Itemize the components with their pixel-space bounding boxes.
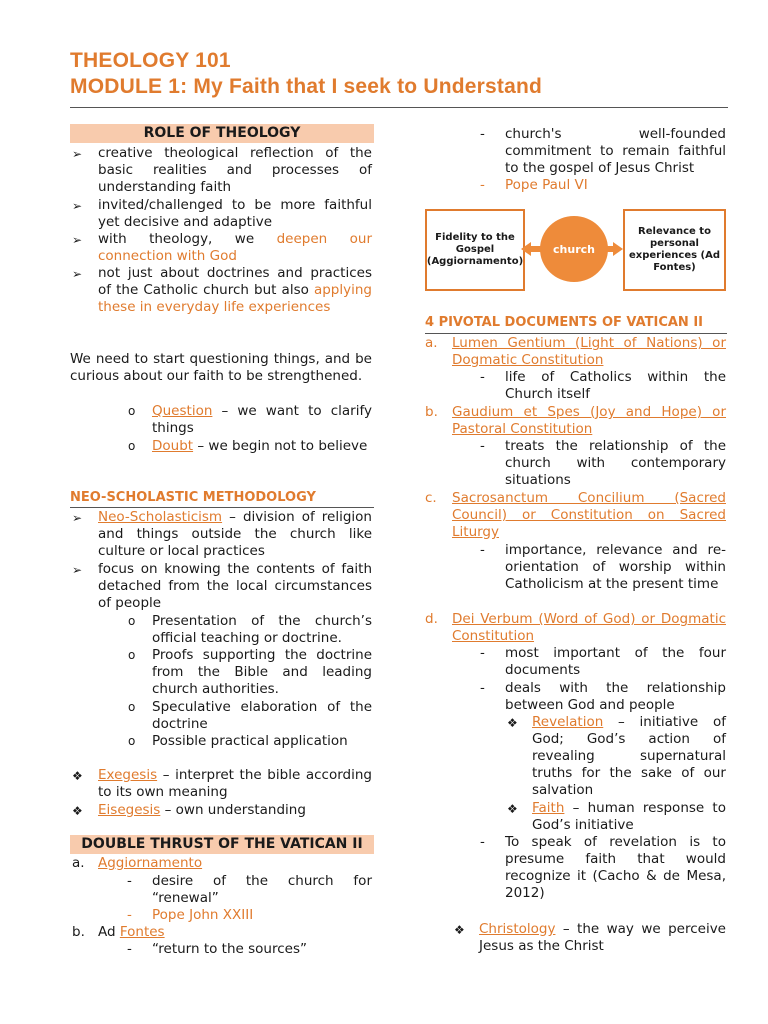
- arrow-bullet-icon: ➢: [72, 267, 83, 281]
- question-item: Question – we want to clarify things: [152, 403, 372, 436]
- role-bullet-4: not just about doctrines and practices of the Catholic church but also applying these in everyday life experiences: [98, 265, 372, 315]
- diagram-right-box: Relevance to personal experiences (Ad Fontes): [623, 209, 726, 291]
- list-label: a.: [72, 855, 85, 871]
- ad-fontes-commitment: church's well-founded commitment to remain faithful to the gospel of Jesus Christ: [505, 126, 726, 176]
- arrow-bullet-icon: ➢: [72, 563, 83, 577]
- dash-bullet: -: [127, 907, 132, 923]
- dash-bullet: -: [480, 680, 485, 696]
- dash-bullet: -: [480, 645, 485, 661]
- gaudium-et-spes-title: Gaudium et Spes (Joy and Hope) or Pastoral Constitution: [452, 404, 726, 437]
- docs-heading: 4 PIVOTAL DOCUMENTS OF VATICAN II: [425, 315, 704, 330]
- doubt-item: Doubt – we begin not to believe: [152, 438, 368, 454]
- neo-heading-rule: [70, 507, 374, 508]
- dash-bullet: -: [480, 177, 485, 193]
- neo-bullet-2: focus on knowing the contents of faith detached from the local circumstances of people: [98, 561, 372, 611]
- role-bullet-3: with theology, we deepen our connection with God: [98, 231, 372, 264]
- faith-item: Faith – human response to God’s initiative: [532, 800, 726, 833]
- christology-item: Christology – the way we perceive Jesus as the Christ: [479, 921, 726, 954]
- title-line-2: MODULE 1: My Faith that I seek to Understand: [70, 75, 543, 98]
- arrow-bullet-icon: ➢: [72, 511, 83, 525]
- neo-step-4: Possible practical application: [152, 733, 348, 749]
- dash-bullet: -: [480, 126, 485, 142]
- circle-bullet-icon: o: [128, 648, 136, 662]
- title-rule: [70, 107, 728, 108]
- dei-verbum-desc-1: most important of the four documents: [505, 645, 726, 678]
- circle-bullet-icon: o: [128, 734, 136, 748]
- pope-john-xxiii: Pope John XXIII: [152, 907, 254, 923]
- diagram-church-circle: church: [540, 216, 608, 282]
- arrow-bullet-icon: ➢: [72, 233, 83, 247]
- list-label: d.: [425, 611, 438, 627]
- neo-step-3: Speculative elaboration of the doctrine: [152, 699, 372, 732]
- dei-verbum-desc-2: deals with the relationship between God and people: [505, 680, 726, 713]
- circle-bullet-icon: o: [128, 700, 136, 714]
- neo-step-2: Proofs supporting the doctrine from the Bible and leading church authorities.: [152, 647, 372, 697]
- neo-bullet-1: Neo-Scholasticism – division of religion and things outside the church like culture or local practices: [98, 509, 372, 559]
- arrow-bullet-icon: ➢: [72, 199, 83, 213]
- dash-bullet: -: [480, 834, 485, 850]
- docs-heading-rule: [425, 333, 727, 334]
- diagram-left-box: Fidelity to the Gospel (Aggiornamento): [425, 209, 525, 291]
- diamond-bullet-icon: ❖: [507, 716, 518, 730]
- aggiornamento-term: Aggiornamento: [98, 855, 203, 871]
- questioning-paragraph: We need to start questioning things, and be curious about our faith to be strengthened.: [70, 351, 372, 384]
- neo-step-1: Presentation of the church’s official teaching or doctrine.: [152, 613, 372, 646]
- lumen-gentium-title: Lumen Gentium (Light of Nations) or Dogmatic Constitution: [452, 335, 726, 368]
- dei-verbum-desc-3: To speak of revelation is to presume faith that would recognize it (Cacho & de Mesa, 2012): [505, 834, 726, 901]
- aggiornamento-desc: desire of the church for “renewal”: [152, 873, 372, 906]
- circle-bullet-icon: o: [128, 404, 136, 418]
- neo-heading: NEO-SCHOLASTIC METHODOLOGY: [70, 490, 316, 505]
- role-heading: ROLE OF THEOLOGY: [70, 124, 374, 143]
- dei-verbum-title: Dei Verbum (Word of God) or Dogmatic Constitution: [452, 611, 726, 644]
- thrust-heading: DOUBLE THRUST OF THE VATICAN II: [70, 835, 374, 854]
- list-label: b.: [72, 924, 85, 940]
- list-label: a.: [425, 335, 438, 351]
- eisegesis-item: Eisegesis – own understanding: [98, 802, 306, 818]
- role-bullet-2: invited/challenged to be more faithful yet decisive and adaptive: [98, 197, 372, 230]
- dash-bullet: -: [480, 542, 485, 558]
- diagram-arrows: [521, 240, 625, 258]
- ad-fontes-term: Ad Fontes: [98, 924, 165, 940]
- diamond-bullet-icon: ❖: [507, 802, 518, 816]
- revelation-item: Revelation – initiative of God; God’s action of revealing supernatural truths for the sake of our salvation: [532, 714, 726, 798]
- dash-bullet: -: [127, 941, 132, 957]
- circle-bullet-icon: o: [128, 439, 136, 453]
- title-line-1: THEOLOGY 101: [70, 49, 231, 72]
- sacrosanctum-concilium-desc: importance, relevance and re-orientation of worship within Catholicism at the present time: [505, 542, 726, 592]
- diamond-bullet-icon: ❖: [72, 769, 83, 783]
- circle-bullet-icon: o: [128, 614, 136, 628]
- arrow-bullet-icon: ➢: [72, 147, 83, 161]
- role-bullet-1: creative theological reflection of the basic realities and processes of understanding faith: [98, 145, 372, 195]
- ad-fontes-desc: “return to the sources”: [152, 941, 307, 957]
- dash-bullet: -: [127, 873, 132, 889]
- dash-bullet: -: [480, 438, 485, 454]
- pope-paul-vi: Pope Paul VI: [505, 177, 588, 193]
- page-title: [70, 48, 542, 100]
- diamond-bullet-icon: ❖: [72, 804, 83, 818]
- list-label: b.: [425, 404, 438, 420]
- sacrosanctum-concilium-title: Sacrosanctum Concilium (Sacred Council) or Constitution on Sacred Liturgy: [452, 490, 726, 540]
- list-label: c.: [425, 490, 437, 506]
- gaudium-et-spes-desc: treats the relationship of the church with contemporary situations: [505, 438, 726, 488]
- diamond-bullet-icon: ❖: [454, 923, 465, 937]
- dash-bullet: -: [480, 369, 485, 385]
- exegesis-item: Exegesis – interpret the bible according to its own meaning: [98, 767, 372, 800]
- lumen-gentium-desc: life of Catholics within the Church itself: [505, 369, 726, 402]
